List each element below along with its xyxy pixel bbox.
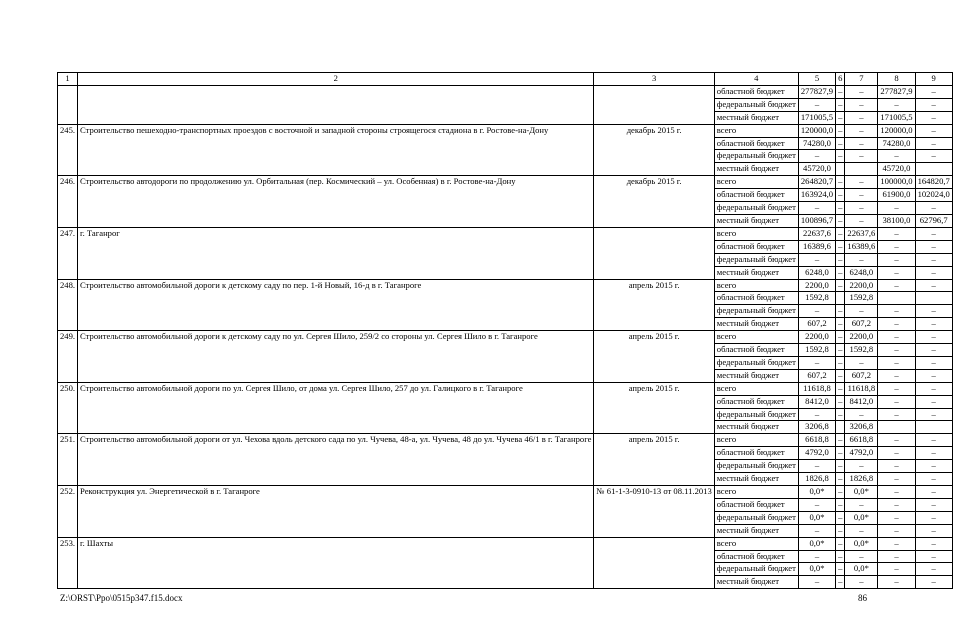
value-cell: – [845, 460, 878, 473]
value-cell: – [836, 460, 845, 473]
value-cell: 38100,0 [878, 214, 915, 227]
table-row [58, 279, 953, 292]
entry-number: 246. [58, 176, 78, 228]
value-cell: 8412,0 [798, 395, 835, 408]
value-cell: – [836, 356, 845, 369]
value-cell: – [836, 176, 845, 189]
value-cell: – [836, 434, 845, 447]
budget-type-cell: местный бюджет [714, 214, 798, 227]
value-cell: – [798, 98, 835, 111]
value-cell: – [878, 524, 915, 537]
budget-type-cell: всего [714, 279, 798, 292]
value-cell: – [878, 202, 915, 215]
value-cell: – [878, 434, 915, 447]
value-cell: – [878, 227, 915, 240]
value-cell: – [836, 511, 845, 524]
entry-number: 249. [58, 331, 78, 383]
value-cell: – [878, 576, 915, 589]
entry-date: декабрь 2015 г. [594, 176, 714, 228]
value-cell: – [915, 511, 952, 524]
value-cell: – [915, 447, 952, 460]
value-cell: – [878, 563, 915, 576]
value-cell: – [878, 460, 915, 473]
value-cell [915, 421, 952, 434]
value-cell: – [845, 253, 878, 266]
entry-name: Строительство автомобильной дороги к детскому саду по ул. Сергея Шило, 259/2 со стороны ул. Сергея Шило в г. Таганроге [78, 331, 594, 383]
value-cell: – [836, 253, 845, 266]
value-cell: 171005,5 [798, 111, 835, 124]
value-cell: – [836, 382, 845, 395]
budget-type-cell: федеральный бюджет [714, 356, 798, 369]
value-cell: – [836, 85, 845, 98]
value-cell: – [836, 524, 845, 537]
budget-type-cell: всего [714, 227, 798, 240]
value-cell: – [845, 550, 878, 563]
value-cell: – [878, 98, 915, 111]
budget-type-cell: федеральный бюджет [714, 150, 798, 163]
value-cell: 100000,0 [878, 176, 915, 189]
value-cell: – [836, 227, 845, 240]
value-cell: 61900,0 [878, 189, 915, 202]
entry-date: апрель 2015 г. [594, 434, 714, 486]
value-cell: 2200,0 [845, 279, 878, 292]
value-cell: – [915, 537, 952, 550]
value-cell: – [915, 563, 952, 576]
value-cell: – [878, 305, 915, 318]
value-cell: 1592,8 [798, 292, 835, 305]
value-cell: 1592,8 [845, 292, 878, 305]
value-cell: 607,2 [798, 369, 835, 382]
table-row [58, 331, 953, 344]
column-number: 4 [714, 73, 798, 86]
value-cell: 4792,0 [798, 447, 835, 460]
column-number: 8 [878, 73, 915, 86]
value-cell: 0,0* [845, 486, 878, 499]
entry-number: 245. [58, 124, 78, 176]
value-cell: – [878, 511, 915, 524]
value-cell: – [798, 498, 835, 511]
table-row [58, 85, 953, 98]
value-cell: – [845, 214, 878, 227]
value-cell: – [836, 279, 845, 292]
column-number: 1 [58, 73, 78, 86]
continuation-number-cell [58, 85, 78, 124]
value-cell [836, 421, 845, 434]
value-cell: – [915, 460, 952, 473]
value-cell: – [845, 98, 878, 111]
entry-number: 250. [58, 382, 78, 434]
value-cell: – [915, 576, 952, 589]
entry-number: 247. [58, 227, 78, 279]
value-cell: – [878, 537, 915, 550]
value-cell: – [878, 395, 915, 408]
budget-type-cell: областной бюджет [714, 550, 798, 563]
value-cell: – [845, 85, 878, 98]
value-cell: 22637,6 [845, 227, 878, 240]
value-cell: 0,0* [845, 537, 878, 550]
value-cell: – [915, 111, 952, 124]
table-row [58, 124, 953, 137]
value-cell: – [845, 137, 878, 150]
continuation-date-cell [594, 85, 714, 124]
budget-type-cell: областной бюджет [714, 292, 798, 305]
value-cell: – [836, 124, 845, 137]
value-cell: 62796,7 [915, 214, 952, 227]
value-cell: – [915, 486, 952, 499]
value-cell: – [836, 331, 845, 344]
value-cell: – [878, 240, 915, 253]
budget-type-cell: областной бюджет [714, 344, 798, 357]
value-cell: – [836, 189, 845, 202]
value-cell: – [798, 305, 835, 318]
entry-name: Реконструкция ул. Энергетической в г. Таганроге [78, 486, 594, 538]
value-cell: – [915, 550, 952, 563]
value-cell: 607,2 [798, 318, 835, 331]
value-cell: 1826,8 [845, 473, 878, 486]
value-cell: – [798, 576, 835, 589]
value-cell: – [915, 382, 952, 395]
value-cell [845, 163, 878, 176]
value-cell: – [915, 150, 952, 163]
entry-name: Строительство автомобильной дороги от ул. Чехова вдоль детского сада по ул. Чучева, 48-а, ул. Чучева, 48 до ул. Чучева 46/1 в г. Таганроге [78, 434, 594, 486]
column-number: 9 [915, 73, 952, 86]
entry-number: 253. [58, 537, 78, 589]
value-cell: – [836, 486, 845, 499]
budget-table [57, 72, 953, 589]
entry-date: декабрь 2015 г. [594, 124, 714, 176]
value-cell: – [915, 434, 952, 447]
value-cell: – [878, 447, 915, 460]
value-cell: – [878, 498, 915, 511]
value-cell: – [915, 344, 952, 357]
value-cell: – [836, 150, 845, 163]
entry-number: 248. [58, 279, 78, 331]
value-cell: – [836, 240, 845, 253]
value-cell: – [836, 447, 845, 460]
value-cell: – [798, 356, 835, 369]
footer-page-number: 86 [858, 593, 867, 603]
value-cell: – [845, 150, 878, 163]
value-cell: – [915, 253, 952, 266]
budget-type-cell: федеральный бюджет [714, 408, 798, 421]
value-cell: 102024,0 [915, 189, 952, 202]
budget-type-cell: местный бюджет [714, 369, 798, 382]
budget-type-cell: федеральный бюджет [714, 511, 798, 524]
budget-type-cell: местный бюджет [714, 473, 798, 486]
value-cell: – [845, 176, 878, 189]
budget-type-cell: областной бюджет [714, 395, 798, 408]
value-cell [878, 292, 915, 305]
entry-name: Строительство автодороги по продолжению ул. Орбитальная (пер. Космический – ул. Особенная) в г. Ростове-на-Дону [78, 176, 594, 228]
value-cell: – [845, 498, 878, 511]
entry-date [594, 227, 714, 279]
value-cell: 0,0* [845, 511, 878, 524]
value-cell: 6248,0 [845, 266, 878, 279]
entry-name: г. Шахты [78, 537, 594, 589]
value-cell: 45720,0 [798, 163, 835, 176]
value-cell: – [836, 537, 845, 550]
value-cell: – [845, 124, 878, 137]
value-cell: – [878, 408, 915, 421]
value-cell: – [915, 137, 952, 150]
value-cell: – [915, 305, 952, 318]
table-row [58, 434, 953, 447]
budget-type-cell: областной бюджет [714, 447, 798, 460]
value-cell: 120000,0 [798, 124, 835, 137]
value-cell: 22637,6 [798, 227, 835, 240]
value-cell: – [845, 408, 878, 421]
value-cell: – [915, 369, 952, 382]
value-cell: 0,0* [798, 511, 835, 524]
budget-type-cell: федеральный бюджет [714, 563, 798, 576]
value-cell: – [836, 137, 845, 150]
value-cell: – [845, 356, 878, 369]
budget-type-cell: местный бюджет [714, 524, 798, 537]
value-cell: – [845, 524, 878, 537]
value-cell: – [878, 550, 915, 563]
value-cell: 6618,8 [845, 434, 878, 447]
value-cell: – [836, 266, 845, 279]
value-cell: – [798, 460, 835, 473]
value-cell: – [836, 408, 845, 421]
value-cell: 3206,8 [845, 421, 878, 434]
value-cell: – [915, 524, 952, 537]
value-cell: – [836, 344, 845, 357]
table-row [58, 486, 953, 499]
column-number: 2 [78, 73, 594, 86]
value-cell: – [836, 550, 845, 563]
value-cell: – [836, 98, 845, 111]
budget-type-cell: местный бюджет [714, 318, 798, 331]
value-cell [836, 292, 845, 305]
value-cell: – [836, 305, 845, 318]
value-cell: – [878, 266, 915, 279]
value-cell: 1592,8 [845, 344, 878, 357]
value-cell: – [915, 240, 952, 253]
value-cell: 171005,5 [878, 111, 915, 124]
value-cell: – [798, 408, 835, 421]
value-cell: – [836, 369, 845, 382]
value-cell: – [845, 111, 878, 124]
value-cell: – [878, 369, 915, 382]
value-cell: 16389,6 [798, 240, 835, 253]
budget-type-cell: местный бюджет [714, 111, 798, 124]
value-cell: – [915, 98, 952, 111]
budget-type-cell: всего [714, 434, 798, 447]
value-cell: 1826,8 [798, 473, 835, 486]
entry-date: апрель 2015 г. [594, 279, 714, 331]
value-cell [878, 421, 915, 434]
value-cell: 607,2 [845, 318, 878, 331]
budget-type-cell: федеральный бюджет [714, 305, 798, 318]
value-cell: – [798, 150, 835, 163]
value-cell: – [798, 253, 835, 266]
value-cell: 163924,0 [798, 189, 835, 202]
table-row [58, 227, 953, 240]
value-cell: – [878, 486, 915, 499]
value-cell: – [845, 576, 878, 589]
value-cell: – [878, 356, 915, 369]
value-cell: – [845, 305, 878, 318]
budget-type-cell: федеральный бюджет [714, 460, 798, 473]
value-cell: – [915, 498, 952, 511]
value-cell: – [915, 331, 952, 344]
budget-type-cell: федеральный бюджет [714, 98, 798, 111]
value-cell: 0,0* [798, 563, 835, 576]
value-cell: – [845, 202, 878, 215]
budget-type-cell: областной бюджет [714, 85, 798, 98]
budget-type-cell: областной бюджет [714, 240, 798, 253]
value-cell: – [798, 202, 835, 215]
entry-name: г. Таганрог [78, 227, 594, 279]
value-cell: – [915, 85, 952, 98]
entry-date [594, 537, 714, 589]
entry-number: 251. [58, 434, 78, 486]
value-cell: – [878, 382, 915, 395]
value-cell: 16389,6 [845, 240, 878, 253]
column-number: 6 [836, 73, 845, 86]
budget-type-cell: всего [714, 382, 798, 395]
value-cell: 0,0* [798, 486, 835, 499]
budget-type-cell: всего [714, 124, 798, 137]
value-cell: 277827,9 [878, 85, 915, 98]
budget-type-cell: областной бюджет [714, 189, 798, 202]
value-cell: 11618,8 [845, 382, 878, 395]
value-cell: 6248,0 [798, 266, 835, 279]
column-number: 7 [845, 73, 878, 86]
value-cell: – [798, 524, 835, 537]
value-cell [836, 163, 845, 176]
value-cell: – [915, 266, 952, 279]
value-cell: 6618,8 [798, 434, 835, 447]
value-cell: 8412,0 [845, 395, 878, 408]
value-cell: – [836, 576, 845, 589]
value-cell: – [836, 395, 845, 408]
entry-number: 252. [58, 486, 78, 538]
table-row [58, 176, 953, 189]
value-cell: – [915, 318, 952, 331]
value-cell: 3206,8 [798, 421, 835, 434]
value-cell: – [878, 150, 915, 163]
header-row [58, 73, 953, 86]
value-cell: – [878, 473, 915, 486]
entry-date: апрель 2015 г. [594, 331, 714, 383]
value-cell: – [798, 550, 835, 563]
value-cell: – [836, 498, 845, 511]
value-cell: 120000,0 [878, 124, 915, 137]
value-cell: 100896,7 [798, 214, 835, 227]
value-cell: 2200,0 [845, 331, 878, 344]
value-cell: – [915, 124, 952, 137]
entry-date: № 61-1-3-0910-13 от 08.11.2013 [594, 486, 714, 538]
entry-date: апрель 2015 г. [594, 382, 714, 434]
value-cell: 0,0* [845, 563, 878, 576]
value-cell: – [915, 473, 952, 486]
budget-type-cell: областной бюджет [714, 137, 798, 150]
value-cell: 607,2 [845, 369, 878, 382]
value-cell: 164820,7 [915, 176, 952, 189]
budget-type-cell: местный бюджет [714, 421, 798, 434]
budget-type-cell: местный бюджет [714, 163, 798, 176]
value-cell: – [915, 408, 952, 421]
value-cell: 1592,8 [798, 344, 835, 357]
budget-type-cell: всего [714, 176, 798, 189]
column-number: 3 [594, 73, 714, 86]
value-cell: – [915, 279, 952, 292]
column-number: 5 [798, 73, 835, 86]
value-cell: – [836, 473, 845, 486]
value-cell: 74280,0 [798, 137, 835, 150]
value-cell: – [878, 344, 915, 357]
value-cell: – [836, 318, 845, 331]
budget-type-cell: всего [714, 486, 798, 499]
value-cell: – [836, 563, 845, 576]
budget-type-cell: местный бюджет [714, 576, 798, 589]
value-cell: 74280,0 [878, 137, 915, 150]
value-cell: – [845, 189, 878, 202]
budget-type-cell: всего [714, 537, 798, 550]
value-cell [915, 292, 952, 305]
value-cell: 0,0* [798, 537, 835, 550]
value-cell: – [915, 227, 952, 240]
table-row [58, 382, 953, 395]
budget-type-cell: всего [714, 331, 798, 344]
value-cell: – [878, 279, 915, 292]
value-cell: – [915, 202, 952, 215]
value-cell: 2200,0 [798, 331, 835, 344]
value-cell: 45720,0 [878, 163, 915, 176]
entry-name: Строительство пешеходно-транспортных проездов с восточной и западной стороны строящегося стадиона в г. Ростове-на-Дону [78, 124, 594, 176]
value-cell: – [878, 331, 915, 344]
value-cell: – [836, 111, 845, 124]
entry-name: Строительство автомобильной дороги по ул. Сергея Шило, от дома ул. Сергея Шило, 257 до ул. Галицкого в г. Таганроге [78, 382, 594, 434]
value-cell: 2200,0 [798, 279, 835, 292]
value-cell: 277827,9 [798, 85, 835, 98]
value-cell: – [915, 395, 952, 408]
continuation-name-cell [78, 85, 594, 124]
footer-file-path: Z:\ORST\Ppo\0515p347.f15.docx [60, 593, 183, 603]
value-cell: – [836, 202, 845, 215]
entry-name: Строительство автомобильной дороги к детскому саду по пер. 1-й Новый, 16-д в г. Таганроге [78, 279, 594, 331]
budget-type-cell: федеральный бюджет [714, 253, 798, 266]
value-cell: 264820,7 [798, 176, 835, 189]
value-cell: – [915, 356, 952, 369]
value-cell: – [836, 214, 845, 227]
value-cell: 11618,8 [798, 382, 835, 395]
value-cell: 4792,0 [845, 447, 878, 460]
table-row [58, 537, 953, 550]
value-cell: – [878, 318, 915, 331]
budget-type-cell: местный бюджет [714, 266, 798, 279]
value-cell [915, 163, 952, 176]
budget-type-cell: федеральный бюджет [714, 202, 798, 215]
budget-type-cell: областной бюджет [714, 498, 798, 511]
value-cell: – [878, 253, 915, 266]
